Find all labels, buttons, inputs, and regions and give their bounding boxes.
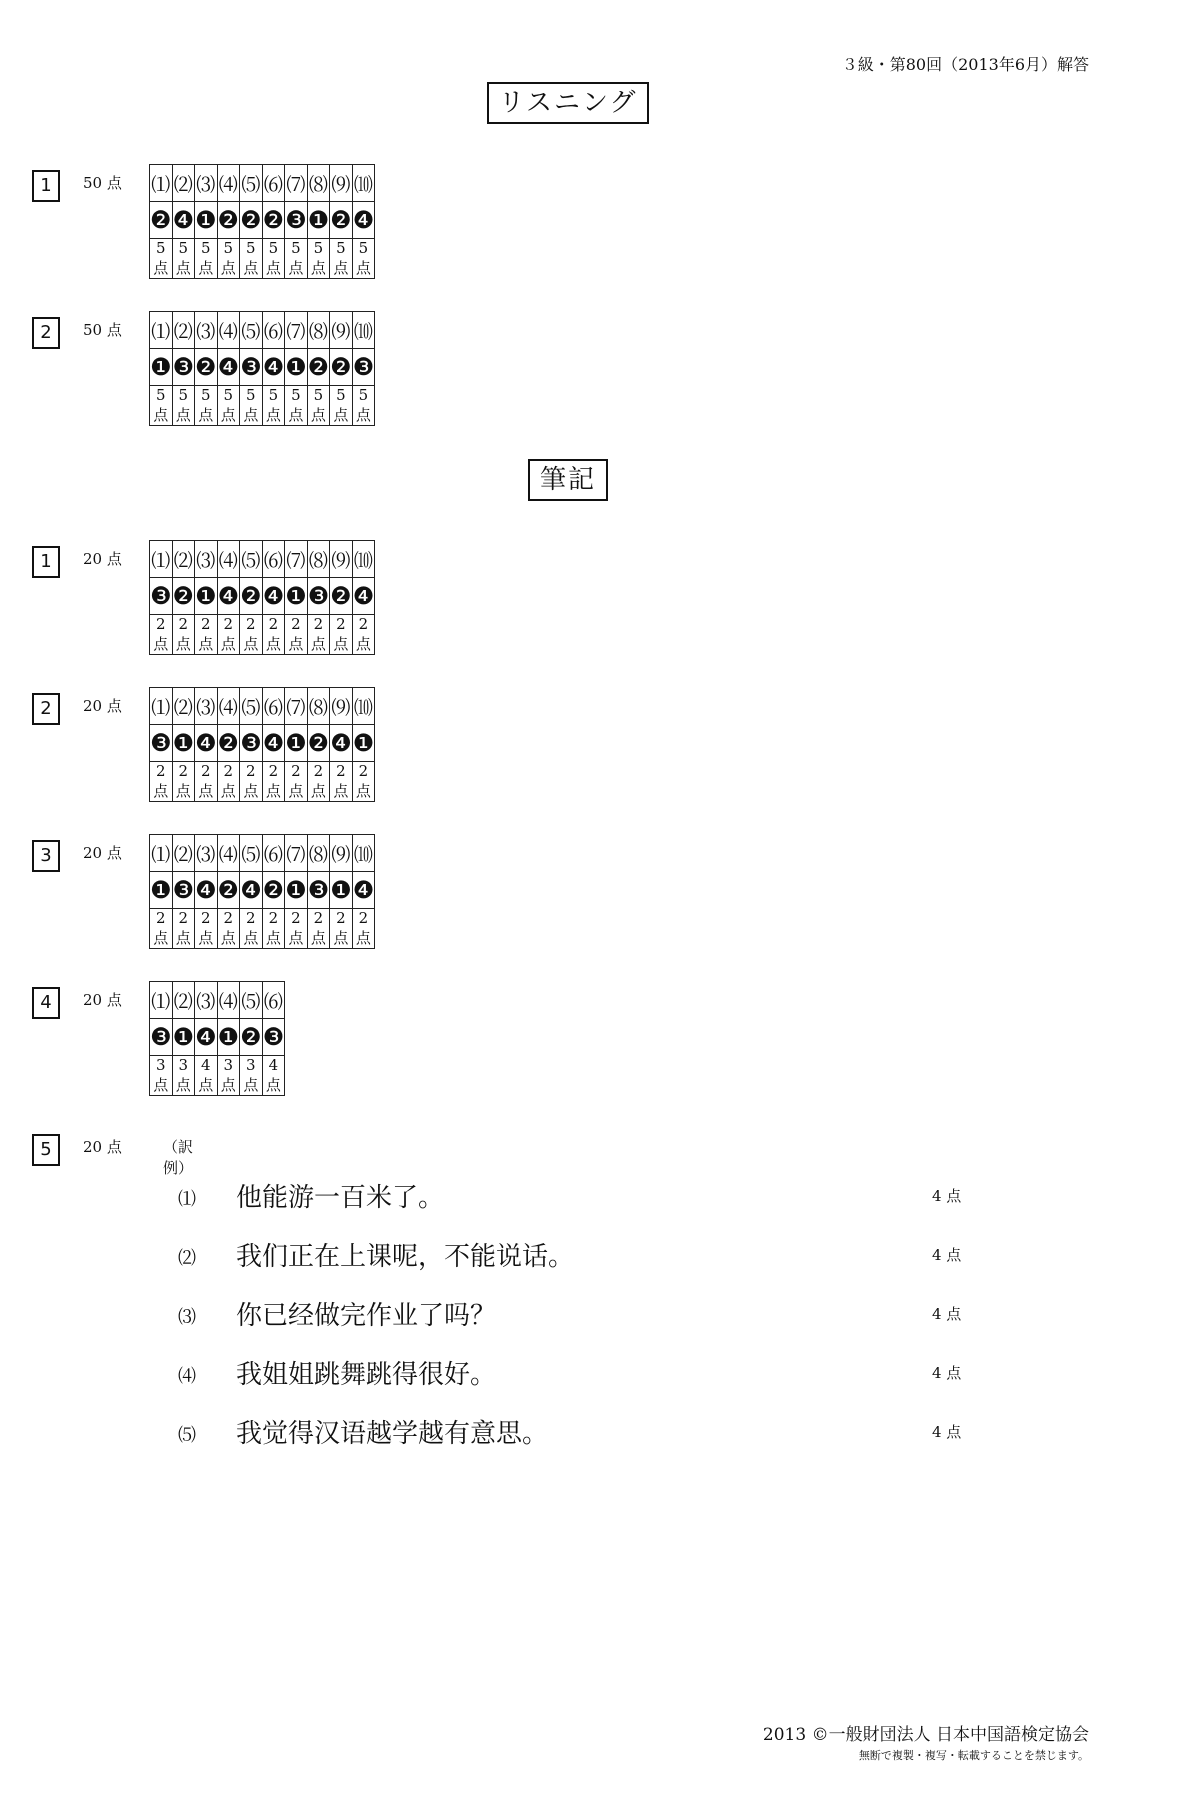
answer-choice: ❷ — [307, 349, 330, 386]
item-points: 5 点 — [330, 239, 353, 279]
answer-choice: ❷ — [330, 349, 353, 386]
answer-choice: ❷ — [240, 202, 263, 239]
item-label: ⑵ — [172, 688, 195, 725]
answer-choice: ❶ — [285, 578, 308, 615]
item-points-row — [150, 386, 375, 426]
item-label: ⑷ — [217, 688, 240, 725]
answer-choice: ❶ — [285, 872, 308, 909]
item-label: ⑹ — [262, 688, 285, 725]
question-number: 1 — [32, 170, 60, 202]
answer-choice: ❸ — [285, 202, 308, 239]
item-points: 2 点 — [150, 762, 173, 802]
listening-section-title — [0, 82, 1136, 124]
answer-choice: ❹ — [195, 725, 218, 762]
answer-choice: ❷ — [330, 202, 353, 239]
item-points: 5 点 — [217, 239, 240, 279]
item-points: 2 点 — [307, 762, 330, 802]
answer-choice: ❶ — [330, 872, 353, 909]
item-points: 4 点 — [195, 1056, 218, 1096]
item-points: 4 点 — [932, 1305, 962, 1323]
answer-choice: ❸ — [150, 1019, 173, 1056]
question-score: 50 点 — [83, 321, 122, 339]
item-label-row — [150, 312, 375, 349]
answer-choice: ❸ — [262, 1019, 285, 1056]
answer-choice: ❹ — [240, 872, 263, 909]
item-points: 2 点 — [195, 762, 218, 802]
translation-text: 我姐姐跳舞跳得很好。 — [236, 1360, 497, 1390]
item-points: 2 点 — [285, 762, 308, 802]
item-label: ⑽ — [352, 312, 375, 349]
answer-table — [149, 540, 375, 655]
item-points: 2 点 — [217, 909, 240, 949]
answer-choice: ❹ — [195, 872, 218, 909]
item-label: ⑷ — [178, 1366, 196, 1387]
question-number: 2 — [32, 317, 60, 349]
item-label: ⑹ — [262, 541, 285, 578]
item-label: ⑸ — [240, 165, 263, 202]
item-points: 3 点 — [150, 1056, 173, 1096]
item-label: ⑸ — [240, 541, 263, 578]
answer-table — [149, 834, 375, 949]
item-label: ⑽ — [352, 688, 375, 725]
item-points: 2 点 — [217, 762, 240, 802]
item-points: 2 点 — [240, 909, 263, 949]
item-label: ⑵ — [172, 312, 195, 349]
item-label: ⑶ — [195, 982, 218, 1019]
item-label: ⑶ — [195, 541, 218, 578]
item-label: ⑷ — [217, 541, 240, 578]
item-points: 2 点 — [240, 762, 263, 802]
answer-choice: ❷ — [307, 725, 330, 762]
item-label: ⑸ — [240, 835, 263, 872]
item-label-row — [150, 541, 375, 578]
item-points-row — [150, 239, 375, 279]
item-points: 2 点 — [150, 615, 173, 655]
item-label: ⑽ — [352, 835, 375, 872]
answer-table — [149, 311, 375, 426]
item-label: ⑺ — [285, 835, 308, 872]
copy-notice: 無断で複製・複写・転載することを禁じます。 — [858, 1749, 1089, 1762]
written-title: 筆記 — [528, 459, 608, 501]
answer-choice: ❸ — [240, 349, 263, 386]
item-label: ⑴ — [150, 688, 173, 725]
item-label: ⑵ — [172, 165, 195, 202]
answer-choice: ❷ — [262, 872, 285, 909]
answer-table — [149, 164, 375, 279]
answer-choice: ❸ — [150, 725, 173, 762]
translation-item — [178, 1354, 978, 1394]
item-points-row — [150, 1056, 285, 1096]
copyright: 2013 ©一般財団法人 日本中国語検定協会 — [762, 1725, 1089, 1745]
item-points: 2 点 — [262, 762, 285, 802]
answer-choice-row — [150, 725, 375, 762]
item-points: 5 点 — [172, 239, 195, 279]
question-number: 1 — [32, 546, 60, 578]
item-points: 3 点 — [172, 1056, 195, 1096]
item-label: ⑻ — [307, 541, 330, 578]
item-label: ⑹ — [262, 312, 285, 349]
item-points: 4 点 — [932, 1364, 962, 1382]
answer-choice: ❶ — [285, 349, 308, 386]
item-points-row — [150, 762, 375, 802]
item-points: 3 点 — [217, 1056, 240, 1096]
answer-choice-row — [150, 578, 375, 615]
item-label-row — [150, 835, 375, 872]
question-number: 3 — [32, 840, 60, 872]
answer-choice: ❹ — [352, 202, 375, 239]
item-points: 2 点 — [285, 615, 308, 655]
item-points: 4 点 — [932, 1187, 962, 1205]
item-points: 3 点 — [240, 1056, 263, 1096]
item-points: 5 点 — [195, 386, 218, 426]
item-label: ⑵ — [172, 835, 195, 872]
answer-choice: ❹ — [262, 578, 285, 615]
translation-text: 我们正在上课呢，不能说话。 — [236, 1242, 575, 1272]
answer-choice: ❸ — [352, 349, 375, 386]
translation-item — [178, 1413, 978, 1453]
translation-item — [178, 1236, 978, 1276]
item-points: 5 点 — [195, 239, 218, 279]
item-points: 2 点 — [217, 615, 240, 655]
answer-choice: ❸ — [307, 872, 330, 909]
question-number: 5 — [32, 1134, 60, 1166]
question-number: 2 — [32, 693, 60, 725]
item-label: ⑶ — [195, 312, 218, 349]
answer-choice: ❹ — [172, 202, 195, 239]
answer-choice: ❶ — [150, 349, 173, 386]
question-score: 20 点 — [83, 844, 122, 862]
item-points-row — [150, 909, 375, 949]
item-label: ⑺ — [285, 688, 308, 725]
item-label: ⑽ — [352, 541, 375, 578]
answer-choice: ❹ — [195, 1019, 218, 1056]
question-number: 4 — [32, 987, 60, 1019]
item-label: ⑺ — [285, 541, 308, 578]
item-points: 2 点 — [240, 615, 263, 655]
answer-choice: ❹ — [217, 349, 240, 386]
item-points: 5 点 — [172, 386, 195, 426]
item-points: 2 点 — [172, 762, 195, 802]
question-score: 20 点 — [83, 697, 122, 715]
item-points: 2 点 — [262, 909, 285, 949]
answer-choice: ❷ — [240, 578, 263, 615]
item-points: 5 点 — [150, 239, 173, 279]
answer-choice: ❶ — [195, 578, 218, 615]
item-label: ⑷ — [217, 982, 240, 1019]
item-label: ⑶ — [178, 1307, 196, 1328]
item-label: ⑷ — [217, 312, 240, 349]
answer-choice: ❷ — [262, 202, 285, 239]
answer-choice-row — [150, 872, 375, 909]
answer-choice: ❶ — [285, 725, 308, 762]
item-label: ⑹ — [262, 982, 285, 1019]
item-points: 2 点 — [330, 909, 353, 949]
item-points: 2 点 — [330, 615, 353, 655]
item-points: 2 点 — [307, 615, 330, 655]
item-label: ⑵ — [172, 541, 195, 578]
item-points: 4 点 — [932, 1246, 962, 1264]
item-points: 2 点 — [195, 909, 218, 949]
question-score: 20 点 — [83, 1138, 122, 1156]
item-points: 2 点 — [262, 615, 285, 655]
page-header: ３級・第80回（2013年6月）解答 — [841, 55, 1089, 74]
answer-table — [149, 981, 285, 1096]
item-points: 5 点 — [240, 386, 263, 426]
item-label: ⑷ — [217, 165, 240, 202]
item-label: ⑽ — [352, 165, 375, 202]
answer-choice: ❹ — [262, 725, 285, 762]
answer-choice: ❸ — [172, 349, 195, 386]
translation-text: 我觉得汉语越学越有意思。 — [236, 1419, 549, 1449]
item-points: 5 点 — [352, 386, 375, 426]
answer-choice: ❷ — [217, 202, 240, 239]
answer-table — [149, 687, 375, 802]
answer-choice-row — [150, 1019, 285, 1056]
translation-example-label: （訳例） — [163, 1138, 194, 1177]
item-points-row — [150, 615, 375, 655]
item-label: ⑼ — [330, 165, 353, 202]
item-label: ⑴ — [150, 165, 173, 202]
item-label: ⑴ — [150, 982, 173, 1019]
written-section-title — [0, 459, 1136, 501]
answer-choice: ❸ — [307, 578, 330, 615]
answer-choice: ❸ — [150, 578, 173, 615]
item-points: 5 点 — [330, 386, 353, 426]
item-points: 5 点 — [307, 239, 330, 279]
item-label-row — [150, 982, 285, 1019]
item-label: ⑻ — [307, 165, 330, 202]
item-points: 2 点 — [172, 909, 195, 949]
item-label-row — [150, 165, 375, 202]
answer-choice: ❷ — [217, 872, 240, 909]
item-points: 2 点 — [172, 615, 195, 655]
item-label: ⑸ — [240, 312, 263, 349]
answer-choice-row — [150, 202, 375, 239]
item-label: ⑹ — [262, 835, 285, 872]
item-points: 5 点 — [307, 386, 330, 426]
item-label: ⑼ — [330, 541, 353, 578]
item-label: ⑶ — [195, 688, 218, 725]
item-points: 5 点 — [217, 386, 240, 426]
item-label: ⑶ — [195, 835, 218, 872]
answer-choice: ❸ — [240, 725, 263, 762]
item-points: 5 点 — [352, 239, 375, 279]
answer-choice: ❹ — [330, 725, 353, 762]
item-label: ⑻ — [307, 312, 330, 349]
item-points: 5 点 — [262, 386, 285, 426]
answer-choice: ❹ — [217, 578, 240, 615]
item-points: 5 点 — [150, 386, 173, 426]
item-label: ⑻ — [307, 688, 330, 725]
item-label: ⑼ — [330, 688, 353, 725]
translation-item — [178, 1295, 978, 1335]
answer-choice: ❷ — [195, 349, 218, 386]
answer-choice: ❶ — [150, 872, 173, 909]
item-points: 2 点 — [330, 762, 353, 802]
item-label: ⑻ — [307, 835, 330, 872]
translation-item — [178, 1177, 978, 1217]
answer-choice: ❶ — [217, 1019, 240, 1056]
translation-text: 他能游一百米了。 — [236, 1183, 445, 1213]
answer-choice: ❶ — [352, 725, 375, 762]
item-points: 5 点 — [285, 239, 308, 279]
answer-choice: ❶ — [307, 202, 330, 239]
question-score: 20 点 — [83, 991, 122, 1009]
item-points: 2 点 — [352, 615, 375, 655]
footer — [763, 1720, 1089, 1763]
answer-choice: ❹ — [352, 872, 375, 909]
listening-title: リスニング — [487, 82, 650, 124]
answer-choice: ❶ — [172, 725, 195, 762]
answer-choice: ❷ — [240, 1019, 263, 1056]
answer-choice: ❷ — [217, 725, 240, 762]
answer-choice: ❸ — [172, 872, 195, 909]
item-points: 2 点 — [307, 909, 330, 949]
item-label: ⑴ — [150, 541, 173, 578]
item-points: 2 点 — [150, 909, 173, 949]
item-points: 2 点 — [352, 762, 375, 802]
item-label: ⑵ — [178, 1248, 196, 1269]
item-label: ⑸ — [178, 1425, 196, 1446]
item-label: ⑹ — [262, 165, 285, 202]
item-points: 2 点 — [285, 909, 308, 949]
question-score: 50 点 — [83, 174, 122, 192]
item-points: 5 点 — [262, 239, 285, 279]
item-points: 5 点 — [285, 386, 308, 426]
item-label: ⑸ — [240, 688, 263, 725]
item-label: ⑴ — [150, 835, 173, 872]
item-label: ⑴ — [150, 312, 173, 349]
item-points: 4 点 — [262, 1056, 285, 1096]
item-label: ⑺ — [285, 165, 308, 202]
item-label: ⑵ — [172, 982, 195, 1019]
question-score: 20 点 — [83, 550, 122, 568]
item-label: ⑶ — [195, 165, 218, 202]
item-label: ⑼ — [330, 312, 353, 349]
item-points: 2 点 — [195, 615, 218, 655]
answer-choice: ❶ — [195, 202, 218, 239]
answer-choice: ❷ — [330, 578, 353, 615]
item-points: 4 点 — [932, 1423, 962, 1441]
item-points: 2 点 — [352, 909, 375, 949]
answer-choice: ❷ — [150, 202, 173, 239]
item-label: ⑴ — [178, 1189, 196, 1210]
item-label: ⑺ — [285, 312, 308, 349]
answer-choice-row — [150, 349, 375, 386]
item-label: ⑷ — [217, 835, 240, 872]
item-label: ⑼ — [330, 835, 353, 872]
answer-choice: ❹ — [352, 578, 375, 615]
answer-choice: ❶ — [172, 1019, 195, 1056]
item-points: 5 点 — [240, 239, 263, 279]
answer-choice: ❷ — [172, 578, 195, 615]
item-label-row — [150, 688, 375, 725]
item-label: ⑸ — [240, 982, 263, 1019]
answer-choice: ❹ — [262, 349, 285, 386]
translation-text: 你已经做完作业了吗？ — [236, 1301, 497, 1331]
